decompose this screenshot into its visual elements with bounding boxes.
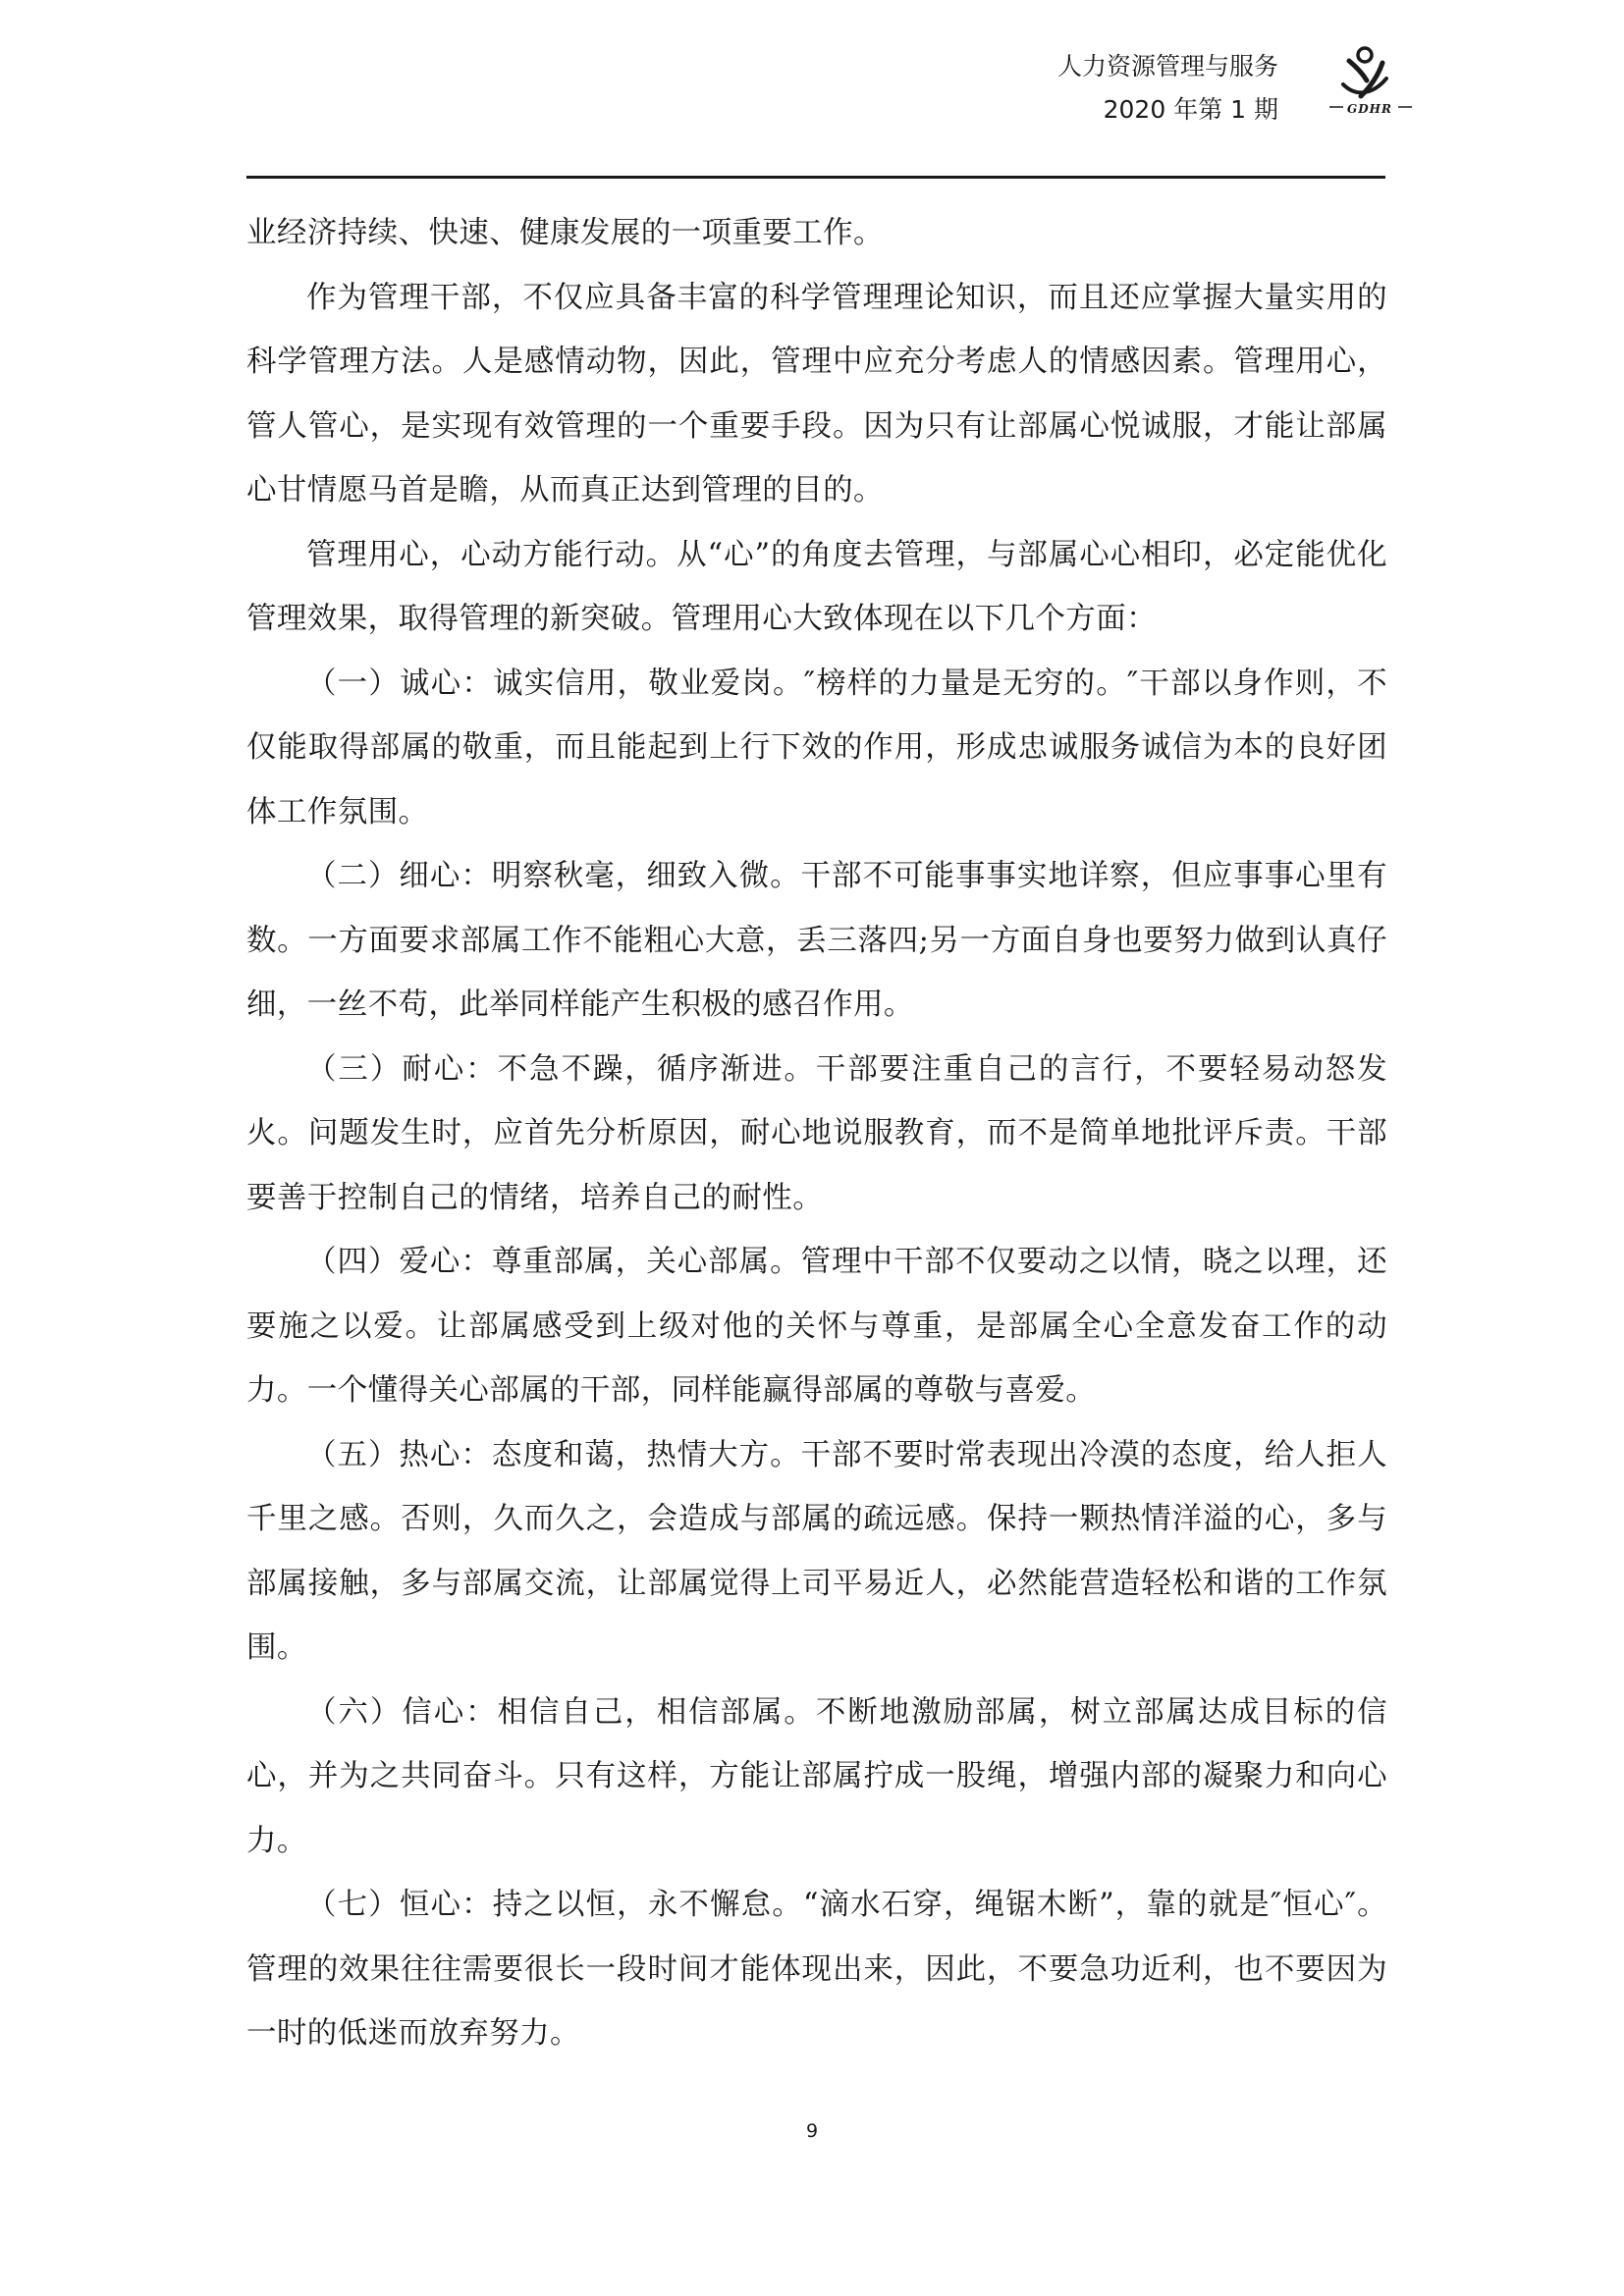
paragraph: （五）热心：态度和蔼，热情大方。干部不要时常表现出冷漠的态度，给人拒人千里之感。否则，久而久之，会造成与部属的疏远感。保持一颗热情洋溢的心，多与部属接触，多与部属交流，让部属觉得上司平易近人，必然能营造轻松和谐的工作氛围。: [246, 1437, 1387, 1665]
paragraph: （六）信心：相信自己，相信部属。不断地激励部属，树立部属达成目标的信心，并为之共同奋斗。只有这样，方能让部属拧成一股绳，增强内部的凝聚力和向心力。: [246, 1694, 1387, 1858]
page-number: 9: [805, 2120, 819, 2142]
logo-text: GDHR: [1347, 102, 1392, 116]
paragraph: （二）细心：明察秋毫，细致入微。干部不可能事事实地详察，但应事事心里有数。一方面要求部属工作不能粗心大意，丢三落四;另一方面自身也要努力做到认真仔细，一丝不苟，此举同样能产生积极的感召作用。: [246, 859, 1387, 1022]
paragraph: 作为管理干部，不仅应具备丰富的科学管理理论知识，而且还应掌握大量实用的科学管理方法。人是感情动物，因此，管理中应充分考虑人的情感因素。管理用心，管人管心，是实现有效管理的一个重要手段。因为只有让部属心悦诚服，才能让部属心甘情愿马首是瞻，从而真正达到管理的目的。: [246, 280, 1387, 507]
paragraph: （一）诚心：诚实信用，敬业爱岗。″榜样的力量是无穷的。″干部以身作则，不仅能取得部属的敬重，而且能起到上行下效的作用，形成忠诚服务诚信为本的良好团体工作氛围。: [246, 666, 1387, 829]
paragraph: 业经济持续、快速、健康发展的一项重要工作。: [246, 216, 884, 250]
journal-name: 人力资源管理与服务: [1056, 52, 1278, 80]
paragraph: （七）恒心：持之以恒，永不懈怠。“滴水石穿，绳锯木断”，靠的就是″恒心″。管理的效果往往需要很长一段时间才能体现出来，因此，不要急功近利，也不要因为一时的低迷而放弃努力。: [246, 1888, 1387, 2051]
paragraph: （四）爱心：尊重部属，关心部属。管理中干部不仅要动之以情，晓之以理，还要施之以爱。让部属感受到上级对他的关怀与尊重，是部属全心全意发奋工作的动力。一个懂得关心部属的干部，同样能赢得部属的尊敬与喜爱。: [246, 1245, 1387, 1408]
header-rule: [246, 176, 1385, 179]
paragraph: 管理用心，心动方能行动。从“心”的角度去管理，与部属心心相印，必定能优化管理效果，取得管理的新突破。管理用心大致体现在以下几个方面：: [246, 537, 1387, 636]
paragraph: （三）耐心：不急不躁，循序渐进。干部要注重自己的言行，不要轻易动怒发火。问题发生时，应首先分析原因，耐心地说服教育，而不是简单地批评斥责。干部要善于控制自己的情绪，培养自己的耐性。: [246, 1051, 1387, 1215]
issue-label: 2020 年第 1 期: [1103, 95, 1278, 124]
page-header: [0, 0, 1624, 187]
article-body: [246, 201, 1387, 2066]
